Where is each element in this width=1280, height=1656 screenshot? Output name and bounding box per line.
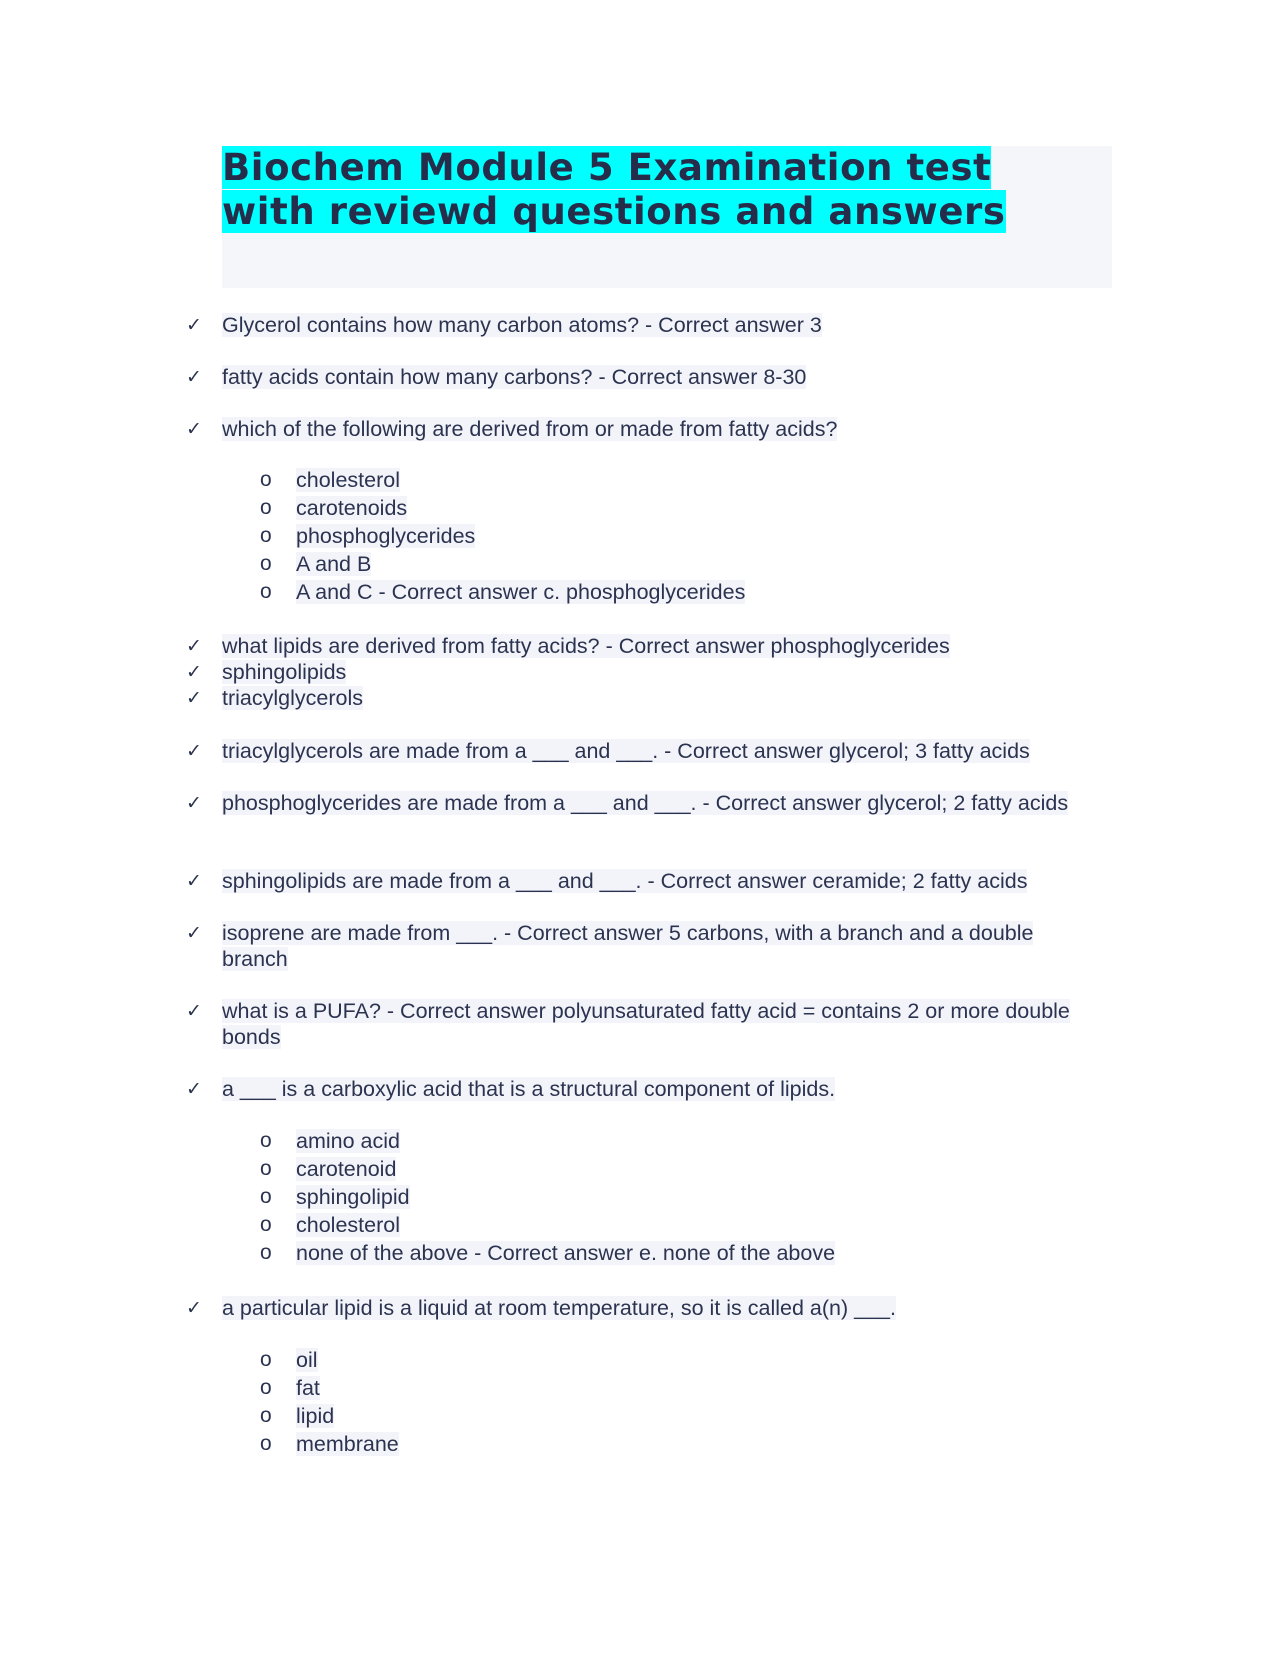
bullet-icon: o (260, 1432, 272, 1455)
bullet-icon: o (260, 552, 272, 575)
option-text: none of the above - Correct answer e. none of the above (296, 1241, 836, 1265)
checkmark-icon: ✓ (186, 792, 202, 814)
answer-option (260, 467, 400, 493)
bullet-icon: o (260, 1129, 272, 1152)
bullet-icon: o (260, 524, 272, 547)
question-text: sphingolipids are made from a ___ and ___. - Correct answer ceramide; 2 fatty acids (222, 869, 1028, 893)
question-text: what is a PUFA? - Correct answer polyunsaturated fatty acid = contains 2 or more double bonds (222, 999, 1070, 1049)
bullet-icon: o (260, 1404, 272, 1427)
option-text: amino acid (296, 1129, 400, 1153)
bullet-icon: o (260, 1185, 272, 1208)
question-item (186, 920, 1102, 972)
bullet-icon: o (260, 1213, 272, 1236)
answer-option (260, 1347, 318, 1373)
checkmark-icon: ✓ (186, 314, 202, 336)
question-item (186, 1076, 1102, 1102)
answer-option (260, 551, 372, 577)
question-item (186, 998, 1102, 1050)
question-text: fatty acids contain how many carbons? - Correct answer 8-30 (222, 365, 807, 389)
question-text: triacylglycerols (222, 686, 363, 710)
question-item (186, 868, 1102, 894)
answer-option (260, 1403, 335, 1429)
answer-option (260, 1240, 836, 1266)
question-item (186, 790, 1102, 816)
checkmark-icon: ✓ (186, 635, 202, 657)
question-text: a ___ is a carboxylic acid that is a structural component of lipids. (222, 1077, 836, 1101)
option-text: membrane (296, 1432, 399, 1456)
question-item (186, 633, 1102, 659)
bullet-icon: o (260, 496, 272, 519)
checkmark-icon: ✓ (186, 1297, 202, 1319)
checkmark-icon: ✓ (186, 1078, 202, 1100)
checkmark-icon: ✓ (186, 870, 202, 892)
option-text: A and B (296, 552, 372, 576)
question-item (186, 1295, 1102, 1321)
question-text: sphingolipids (222, 660, 347, 684)
answer-option (260, 1184, 410, 1210)
answer-option (260, 523, 476, 549)
option-text: lipid (296, 1404, 335, 1428)
question-item (186, 685, 1102, 711)
question-text: triacylglycerols are made from a ___ and ___. - Correct answer glycerol; 3 fatty acids (222, 739, 1030, 763)
answer-option (260, 1431, 399, 1457)
option-text: carotenoids (296, 496, 408, 520)
option-text: A and C - Correct answer c. phosphoglycerides (296, 580, 746, 604)
question-item (186, 738, 1102, 764)
bullet-icon: o (260, 1348, 272, 1371)
option-text: cholesterol (296, 468, 400, 492)
bullet-icon: o (260, 1241, 272, 1264)
title-block (222, 146, 1112, 288)
bullet-icon: o (260, 580, 272, 603)
question-text: isoprene are made from ___. - Correct answer 5 carbons, with a branch and a double branch (222, 921, 1034, 971)
option-text: phosphoglycerides (296, 524, 476, 548)
checkmark-icon: ✓ (186, 661, 202, 683)
question-item (186, 659, 1102, 685)
checkmark-icon: ✓ (186, 922, 202, 944)
answer-option (260, 579, 746, 605)
answer-option (260, 1375, 320, 1401)
answer-option (260, 1212, 400, 1238)
question-item (186, 364, 1102, 390)
option-text: cholesterol (296, 1213, 400, 1237)
option-text: fat (296, 1376, 320, 1400)
answer-option (260, 495, 408, 521)
checkmark-icon: ✓ (186, 740, 202, 762)
question-text: what lipids are derived from fatty acids? - Correct answer phosphoglycerides (222, 634, 950, 658)
question-item (186, 312, 1102, 338)
option-text: sphingolipid (296, 1185, 410, 1209)
question-text: Glycerol contains how many carbon atoms? - Correct answer 3 (222, 313, 822, 337)
question-text: which of the following are derived from or made from fatty acids? (222, 417, 838, 441)
option-text: carotenoid (296, 1157, 397, 1181)
checkmark-icon: ✓ (186, 1000, 202, 1022)
option-text: oil (296, 1348, 318, 1372)
checkmark-icon: ✓ (186, 418, 202, 440)
answer-option (260, 1156, 397, 1182)
question-text: a particular lipid is a liquid at room temperature, so it is called a(n) ___. (222, 1296, 896, 1320)
answer-option (260, 1128, 400, 1154)
checkmark-icon: ✓ (186, 366, 202, 388)
checkmark-icon: ✓ (186, 687, 202, 709)
bullet-icon: o (260, 1157, 272, 1180)
document-title: Biochem Module 5 Examination test with reviewd questions and answers (222, 146, 1006, 233)
bullet-icon: o (260, 468, 272, 491)
bullet-icon: o (260, 1376, 272, 1399)
question-text: phosphoglycerides are made from a ___ and ___. - Correct answer glycerol; 2 fatty acids (222, 791, 1069, 815)
question-item (186, 416, 1102, 442)
